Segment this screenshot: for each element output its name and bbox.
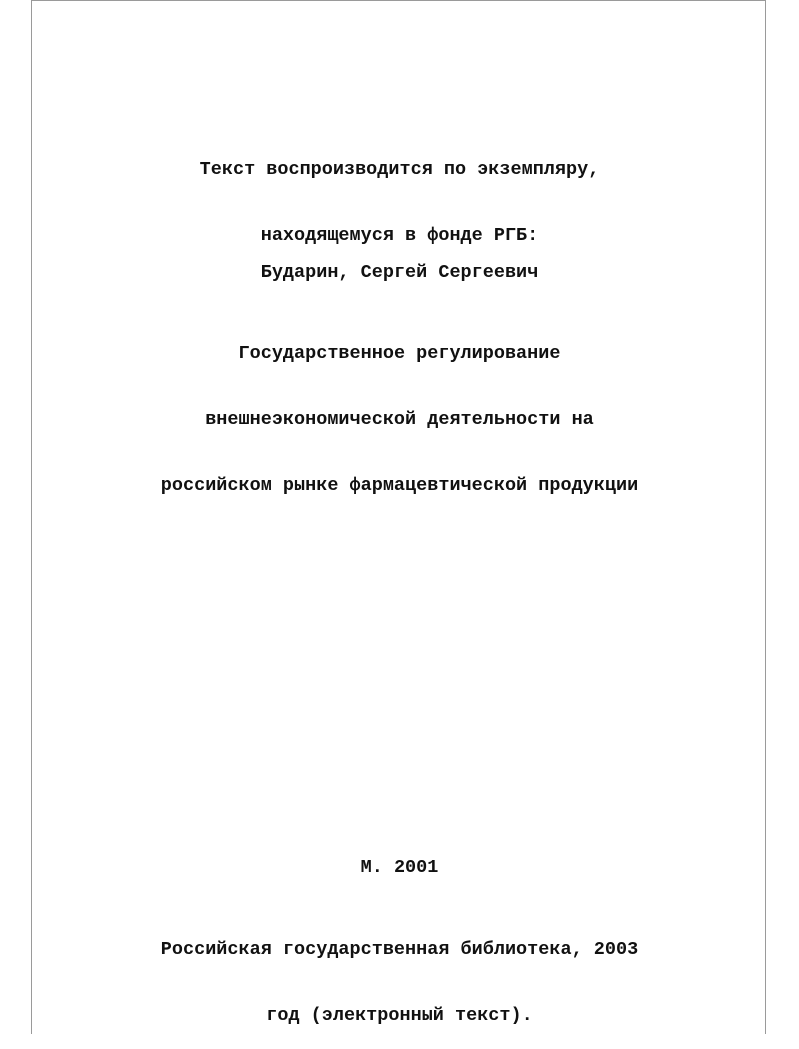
- place-year-line: М. 2001: [360, 857, 439, 878]
- source-note-line-2: находящемуся в фонде РГБ:: [260, 225, 539, 246]
- title-line-2: внешнеэкономической деятельности на: [205, 409, 594, 430]
- source-note-line-1: Текст воспроизводится по экземпляру,: [199, 159, 600, 180]
- publisher-note: [0, 895, 799, 1049]
- title-line-3: российском рынке фармацевтической продукции: [160, 475, 639, 496]
- author-line: Бударин, Сергей Сергеевич: [260, 262, 539, 283]
- title-line-1: Государственное регулирование: [238, 343, 561, 364]
- author-name: [0, 218, 799, 306]
- publisher-line-1: Российская государственная библиотека, 2003: [160, 939, 639, 960]
- dissertation-title: [0, 299, 799, 519]
- publisher-line-2: год (электронный текст).: [266, 1005, 533, 1026]
- place-year: [0, 813, 799, 901]
